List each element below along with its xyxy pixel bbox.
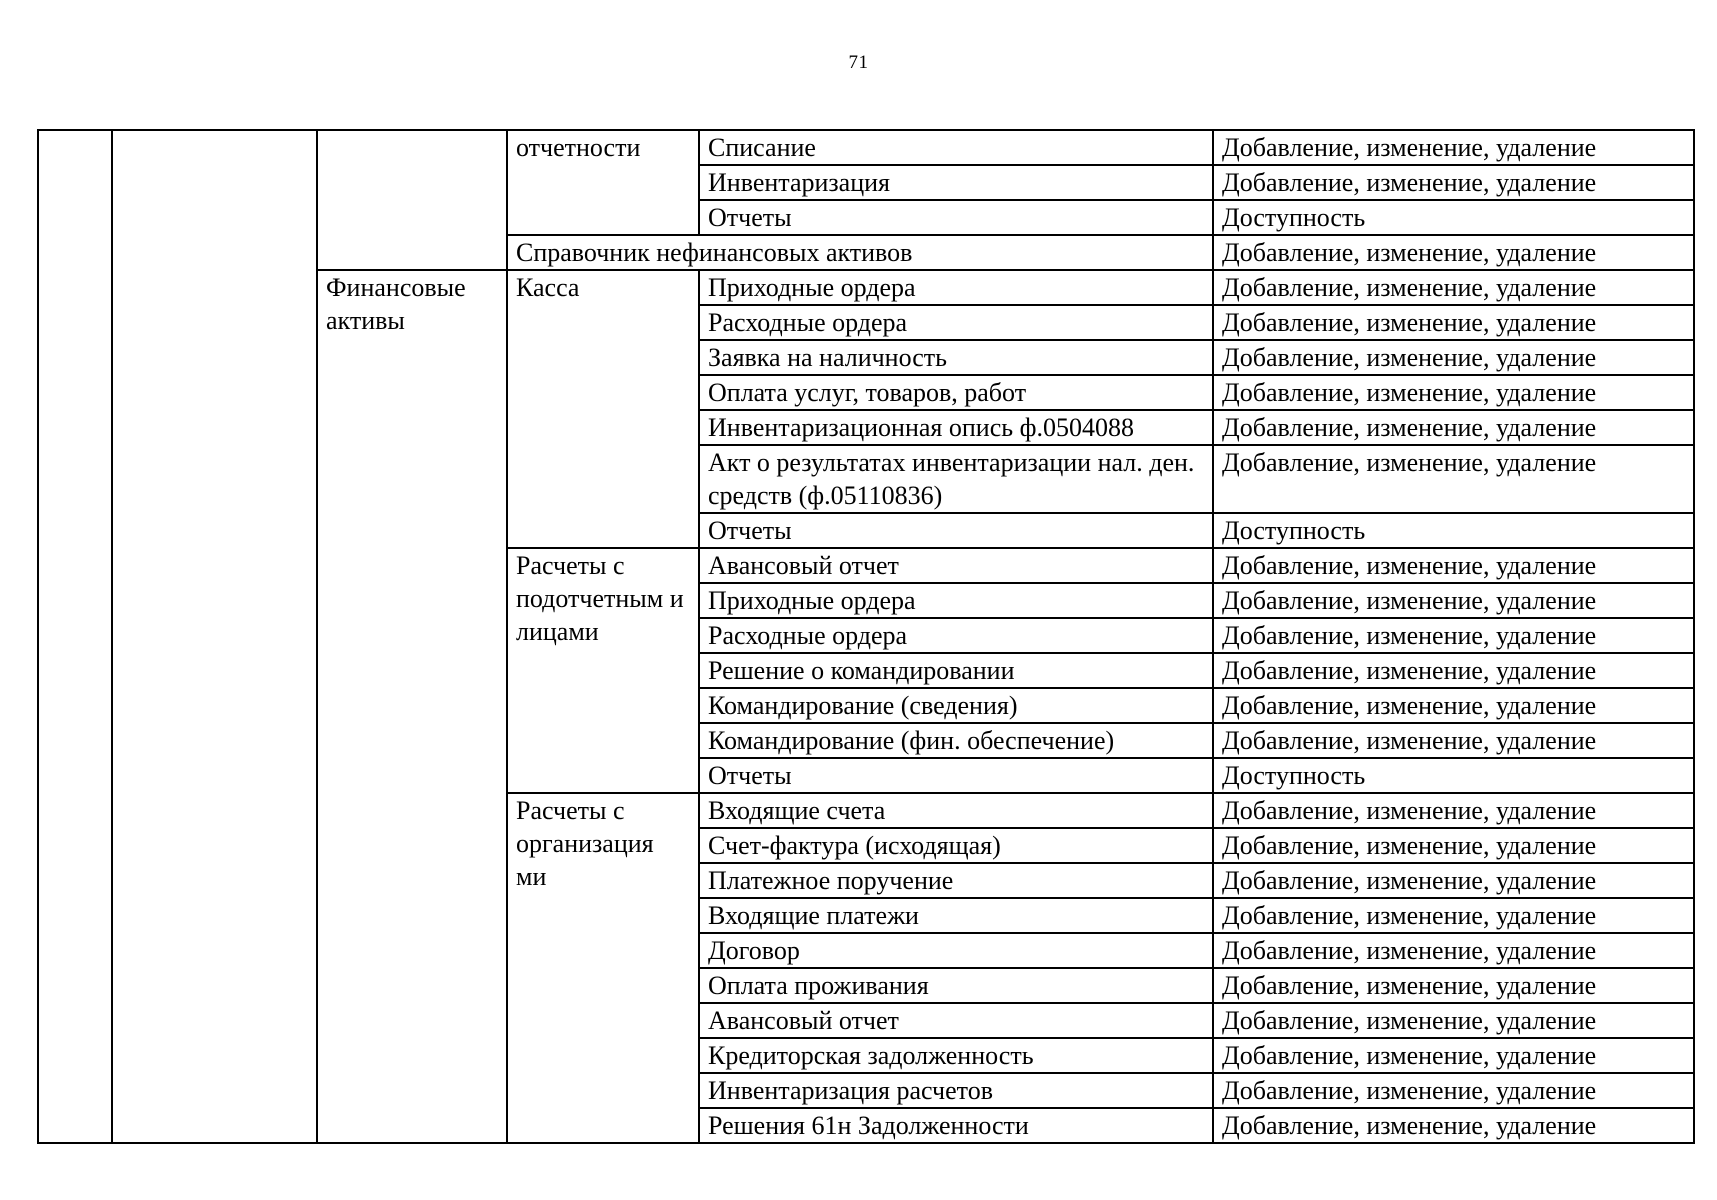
item-cell: Акт о результатах инвентаризации нал. ден. средств (ф.05110836) xyxy=(699,445,1213,513)
item-cell: Входящие счета xyxy=(699,793,1213,828)
empty-column-1-cell xyxy=(38,130,112,1143)
item-cell: Расходные ордера xyxy=(699,618,1213,653)
item-cell: Инвентаризация расчетов xyxy=(699,1073,1213,1108)
item-cell: Решения 61н Задолженности xyxy=(699,1108,1213,1143)
item-cell: Входящие платежи xyxy=(699,898,1213,933)
access-cell: Добавление, изменение, удаление xyxy=(1213,1073,1694,1108)
item-cell: Заявка на наличность xyxy=(699,340,1213,375)
access-cell: Добавление, изменение, удаление xyxy=(1213,863,1694,898)
access-cell: Доступность xyxy=(1213,200,1694,235)
access-cell: Добавление, изменение, удаление xyxy=(1213,130,1694,165)
empty-section-cell xyxy=(317,130,507,270)
item-cell: Решение о командировании xyxy=(699,653,1213,688)
table-row xyxy=(38,130,1694,165)
item-cell: Платежное поручение xyxy=(699,863,1213,898)
access-cell: Добавление, изменение, удаление xyxy=(1213,828,1694,863)
access-cell: Добавление, изменение, удаление xyxy=(1213,723,1694,758)
empty-column-2-cell xyxy=(112,130,317,1143)
group-cell-organizations: Расчеты с организация ми xyxy=(507,793,699,1143)
item-cell: Списание xyxy=(699,130,1213,165)
group-cell-kassa: Касса xyxy=(507,270,699,548)
access-cell: Доступность xyxy=(1213,758,1694,793)
item-cell: Инвентаризационная опись ф.0504088 xyxy=(699,410,1213,445)
access-cell: Добавление, изменение, удаление xyxy=(1213,933,1694,968)
access-cell: Добавление, изменение, удаление xyxy=(1213,1108,1694,1143)
item-cell: Командирование (сведения) xyxy=(699,688,1213,723)
item-cell: Авансовый отчет xyxy=(699,548,1213,583)
access-cell: Добавление, изменение, удаление xyxy=(1213,375,1694,410)
item-cell: Оплата услуг, товаров, работ xyxy=(699,375,1213,410)
access-cell: Добавление, изменение, удаление xyxy=(1213,793,1694,828)
item-cell: Авансовый отчет xyxy=(699,1003,1213,1038)
access-cell: Добавление, изменение, удаление xyxy=(1213,1003,1694,1038)
item-cell: Кредиторская задолженность xyxy=(699,1038,1213,1073)
access-cell: Добавление, изменение, удаление xyxy=(1213,305,1694,340)
access-cell: Добавление, изменение, удаление xyxy=(1213,165,1694,200)
item-cell: Договор xyxy=(699,933,1213,968)
access-cell: Доступность xyxy=(1213,513,1694,548)
access-cell: Добавление, изменение, удаление xyxy=(1213,235,1694,270)
section-cell-fin-assets: Финансовые активы xyxy=(317,270,507,1143)
access-cell: Добавление, изменение, удаление xyxy=(1213,583,1694,618)
access-cell: Добавление, изменение, удаление xyxy=(1213,618,1694,653)
access-rights-table xyxy=(37,129,1695,1144)
item-cell: Приходные ордера xyxy=(699,270,1213,305)
access-cell: Добавление, изменение, удаление xyxy=(1213,653,1694,688)
item-cell: Отчеты xyxy=(699,758,1213,793)
access-cell: Добавление, изменение, удаление xyxy=(1213,968,1694,1003)
access-cell: Добавление, изменение, удаление xyxy=(1213,410,1694,445)
reference-cell: Справочник нефинансовых активов xyxy=(507,235,1213,270)
item-cell: Отчеты xyxy=(699,200,1213,235)
access-cell: Добавление, изменение, удаление xyxy=(1213,340,1694,375)
access-cell: Добавление, изменение, удаление xyxy=(1213,1038,1694,1073)
access-cell: Добавление, изменение, удаление xyxy=(1213,548,1694,583)
item-cell: Командирование (фин. обеспечение) xyxy=(699,723,1213,758)
item-cell: Расходные ордера xyxy=(699,305,1213,340)
item-cell: Оплата проживания xyxy=(699,968,1213,1003)
access-cell: Добавление, изменение, удаление xyxy=(1213,898,1694,933)
item-cell: Приходные ордера xyxy=(699,583,1213,618)
item-cell: Отчеты xyxy=(699,513,1213,548)
access-cell: Добавление, изменение, удаление xyxy=(1213,270,1694,305)
group-cell-otchetnosti: отчетности xyxy=(507,130,699,235)
item-cell: Счет-фактура (исходящая) xyxy=(699,828,1213,863)
access-cell: Добавление, изменение, удаление xyxy=(1213,445,1694,513)
page-number: 71 xyxy=(848,52,869,73)
access-cell: Добавление, изменение, удаление xyxy=(1213,688,1694,723)
item-cell: Инвентаризация xyxy=(699,165,1213,200)
group-cell-podotchet: Расчеты с подотчетным и лицами xyxy=(507,548,699,793)
